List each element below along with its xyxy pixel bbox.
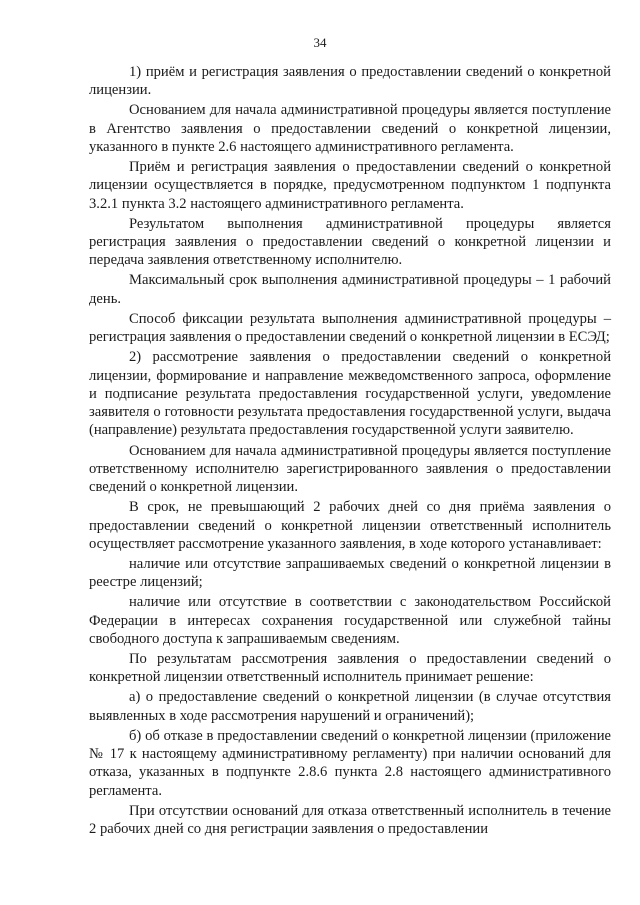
paragraph: 2) рассмотрение заявления о предоставлении сведений о конкретной лицензии, формирование и направление межведомственного запроса, оформление и подписание результата предоставления государственной услуги, уведомление заявителя о готовности результата предоставления государственной услуги, выдача (направление) результата предоставления государственной услуги заявителю.: [89, 349, 611, 439]
paragraph: 1) приём и регистрация заявления о предоставлении сведений о конкретной лицензии.: [89, 64, 611, 99]
paragraph: б) об отказе в предоставлении сведений о конкретной лицензии (приложение № 17 к настоящему административному регламенту) при наличии оснований для отказа, указанных в подпункте 2.8.6 пункта 2.8 настоящего административного регламента.: [89, 727, 611, 799]
paragraph: а) о предоставление сведений о конкретной лицензии (в случае отсутствия выявленных в ходе рассмотрения нарушений и ограничений);: [89, 689, 611, 724]
paragraph: При отсутствии оснований для отказа ответственный исполнитель в течение 2 рабочих дней со дня регистрации заявления о предоставлении: [89, 802, 611, 838]
paragraph: Результатом выполнения административной процедуры является регистрация заявления о предоставлении сведений о конкретной лицензии и передача заявления ответственному исполнителю.: [89, 215, 611, 269]
paragraph: В срок, не превышающий 2 рабочих дней со дня приёма заявления о предоставлении сведений о конкретной лицензии ответственный исполнитель осуществляет рассмотрение указанного заявления, в ходе которого устанавливает:: [89, 499, 611, 552]
paragraph: Максимальный срок выполнения административной процедуры – 1 рабочий день.: [89, 272, 611, 307]
document-body: [89, 63, 611, 840]
paragraph: Основанием для начала административной процедуры является поступление в Агентство заявления о предоставлении сведений о конкретной лицензии, указанного в пункте 2.6 настоящего административного регламента.: [89, 102, 611, 155]
paragraph: По результатам рассмотрения заявления о предоставлении сведений о конкретной лицензии ответственный исполнитель принимает решение:: [89, 650, 611, 686]
paragraph: Приём и регистрация заявления о предоставлении сведений о конкретной лицензии осуществляется в порядке, предусмотренном подпунктом 1 подпункта 3.2.1 пункта 3.2 настоящего административного регламента.: [89, 159, 611, 212]
paragraph: Способ фиксации результата выполнения административной процедуры – регистрация заявления о предоставлении сведений о конкретной лицензии в ЕСЭД;: [89, 310, 611, 346]
paragraph: Основанием для начала административной процедуры является поступление ответственному исполнителю зарегистрированного заявления о предоставлении сведений о конкретной лицензии.: [89, 442, 611, 496]
paragraph: наличие или отсутствие в соответствии с законодательством Российской Федерации в интересах сохранения государственной или служебной тайны свободного доступа к запрашиваемым сведениям.: [89, 594, 611, 647]
paragraph: наличие или отсутствие запрашиваемых сведений о конкретной лицензии в реестре лицензий;: [89, 555, 611, 591]
page-number: 34: [313, 35, 327, 50]
